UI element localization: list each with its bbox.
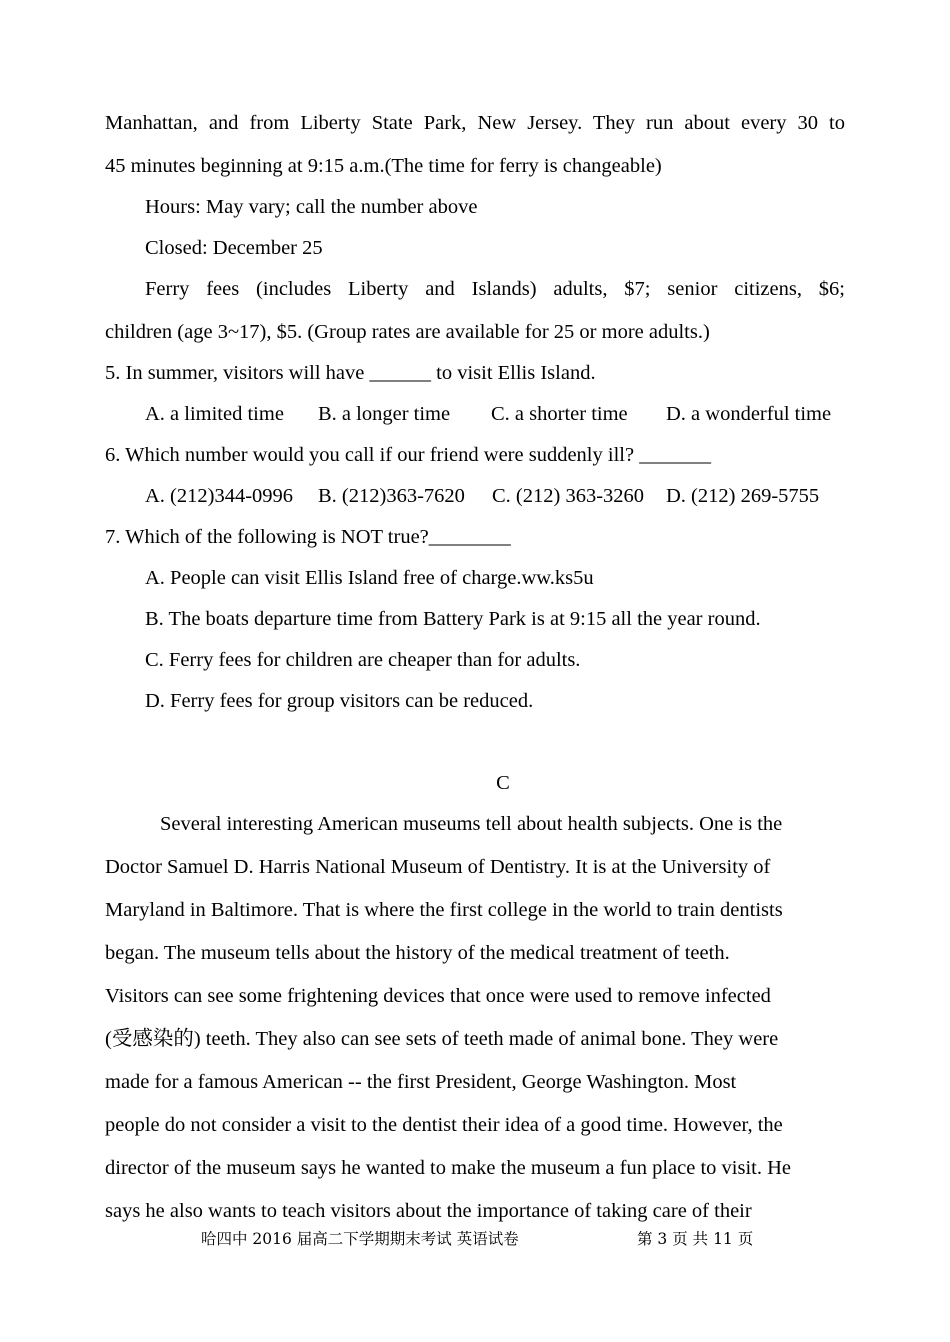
- passage-b-line: Manhattan, and from Liberty State Park, New Jersey. They run about every 30 to: [105, 112, 845, 134]
- passage-c-line: people do not consider a visit to the dentist their idea of a good time. However, the: [105, 1114, 783, 1136]
- passage-c-line: made for a famous American -- the first President, George Washington. Most: [105, 1071, 737, 1093]
- ferry-fees-line: children (age 3~17), $5. (Group rates are available for 25 or more adults.): [105, 321, 710, 343]
- question-7-option-c: C. Ferry fees for children are cheaper than for adults.: [145, 649, 581, 671]
- closed-info: Closed: December 25: [145, 237, 323, 259]
- question-7-option-a: A. People can visit Ellis Island free of charge.ww.ks5u: [145, 567, 594, 589]
- question-6-option-b: B. (212)363-7620: [318, 485, 465, 507]
- question-5-option-b: B. a longer time: [318, 403, 451, 425]
- passage-c-line: (受感染的) teeth. They also can see sets of teeth made of animal bone. They were: [105, 1028, 779, 1050]
- passage-c-line: Visitors can see some frightening devices that once were used to remove infected: [105, 985, 771, 1007]
- passage-c-line: director of the museum says he wanted to make the museum a fun place to visit. He: [105, 1157, 791, 1179]
- passage-c-line: says he also wants to teach visitors about the importance of taking care of their: [105, 1200, 752, 1222]
- question-7-stem: 7. Which of the following is NOT true?________: [105, 526, 511, 548]
- question-5-option-d: D. a wonderful time: [666, 403, 832, 425]
- footer-exam-title: 哈四中 2016 届高二下学期期末考试 英语试卷: [201, 1230, 519, 1248]
- ferry-fees-line: Ferry fees (includes Liberty and Islands) adults, $7; senior citizens, $6;: [145, 278, 845, 300]
- question-6-option-c: C. (212) 363-3260: [492, 485, 645, 507]
- footer-page-info: 第 3 页 共 11 页: [637, 1230, 754, 1248]
- question-7-option-b: B. The boats departure time from Battery Park is at 9:15 all the year round.: [145, 608, 761, 630]
- question-5-stem: 5. In summer, visitors will have ______ to visit Ellis Island.: [105, 362, 596, 384]
- passage-b-line: 45 minutes beginning at 9:15 a.m.(The time for ferry is changeable): [105, 155, 662, 177]
- question-5-option-a: A. a limited time: [145, 403, 284, 425]
- question-5-option-c: C. a shorter time: [491, 403, 628, 425]
- passage-c-line: Maryland in Baltimore. That is where the first college in the world to train dentists: [105, 899, 783, 921]
- passage-c-line: Several interesting American museums tell about health subjects. One is the: [160, 813, 783, 835]
- hours-info: Hours: May vary; call the number above: [145, 196, 478, 218]
- question-6-option-a: A. (212)344-0996: [145, 485, 294, 507]
- passage-c-line: Doctor Samuel D. Harris National Museum of Dentistry. It is at the University of: [105, 856, 771, 878]
- question-6-option-d: D. (212) 269-5755: [666, 485, 820, 507]
- passage-c-line: began. The museum tells about the history of the medical treatment of teeth.: [105, 942, 730, 964]
- question-7-option-d: D. Ferry fees for group visitors can be reduced.: [145, 690, 534, 712]
- passage-c-heading: C: [496, 772, 510, 794]
- question-6-stem: 6. Which number would you call if our friend were suddenly ill? _______: [105, 444, 711, 466]
